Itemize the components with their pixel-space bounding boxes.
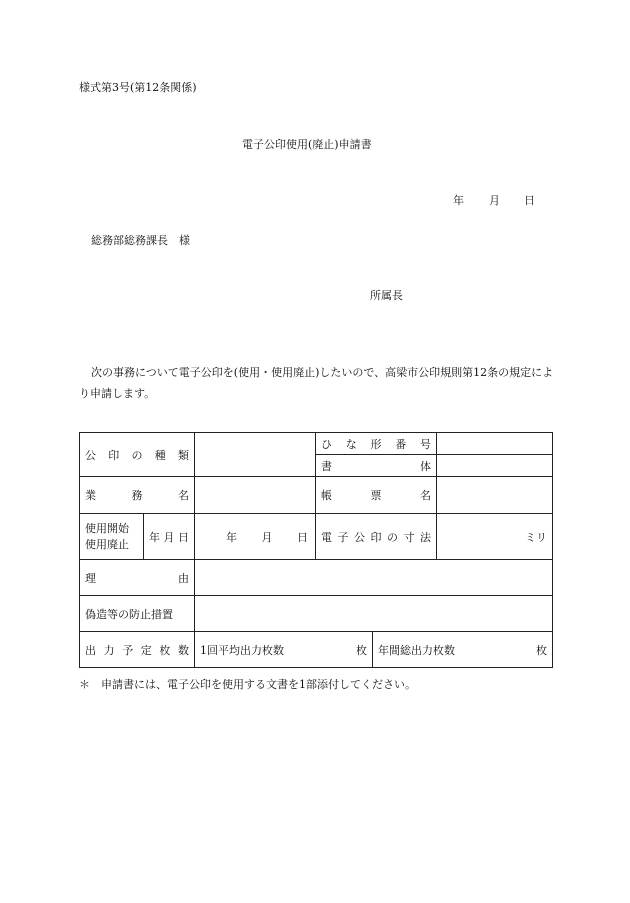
document-title: 電子公印使用(廃止)申請書 — [242, 138, 372, 151]
attachment-note — [79, 679, 416, 690]
average-output-field[interactable] — [195, 632, 373, 668]
date-day-label: 日 — [524, 194, 535, 207]
date-month-label: 月 — [489, 194, 500, 207]
seal-size-field[interactable] — [437, 514, 553, 560]
ledger-name-field[interactable] — [437, 477, 553, 514]
business-name-field[interactable] — [195, 477, 316, 514]
forgery-prevention-field[interactable] — [195, 596, 553, 632]
date-year-label: 年 — [453, 194, 464, 207]
annual-output-unit: 枚 — [536, 643, 547, 657]
reason-label: 理 由 — [80, 560, 195, 596]
application-statement: 次の事務について電子公印を(使用・使用廃止)したいので、高梁市公印規則第12条の規定により申請します。 — [79, 366, 554, 400]
model-number-label: ひ な 形 番 号 — [316, 433, 437, 455]
seal-size-label: 電 子 公 印 の 寸 法 — [316, 514, 437, 560]
average-output-label: 1回平均出力枚数 — [200, 643, 284, 657]
note-asterisk: ＊ — [79, 678, 90, 691]
business-name-label: 業 務 名 — [80, 477, 195, 514]
application-form-table — [79, 432, 553, 668]
start-date-year: 年 — [226, 530, 237, 544]
model-number-field[interactable] — [437, 433, 553, 455]
sender-title: 所属長 — [370, 289, 403, 302]
average-output-unit: 枚 — [356, 643, 367, 657]
start-end-label: 使用開始 使用廃止 — [80, 514, 144, 560]
mm-unit: ミリ — [525, 530, 547, 544]
ymd-label: 年 月 日 — [144, 514, 195, 560]
ledger-name-label: 帳 票 名 — [316, 477, 437, 514]
annual-output-label: 年間総出力枚数 — [378, 643, 455, 657]
planned-output-label: 出 力 予 定 枚 数 — [80, 632, 195, 668]
typeface-field[interactable] — [437, 455, 553, 477]
typeface-label: 書 体 — [316, 455, 437, 477]
start-date-field[interactable] — [195, 514, 316, 560]
start-date-day: 日 — [297, 530, 308, 544]
reason-field[interactable] — [195, 560, 553, 596]
start-date-month: 月 — [261, 530, 273, 544]
annual-output-field[interactable] — [373, 632, 553, 668]
addressee: 総務部総務課長 様 — [91, 234, 190, 247]
note-text: 申請書には、電子公印を使用する文書を1部添付してください。 — [101, 678, 416, 691]
forgery-prevention-label: 偽造等の防止措置 — [80, 596, 195, 632]
seal-type-field[interactable] — [195, 433, 316, 477]
seal-type-label: 公 印 の 種 類 — [80, 433, 195, 477]
form-number: 様式第3号(第12条関係) — [79, 81, 197, 94]
